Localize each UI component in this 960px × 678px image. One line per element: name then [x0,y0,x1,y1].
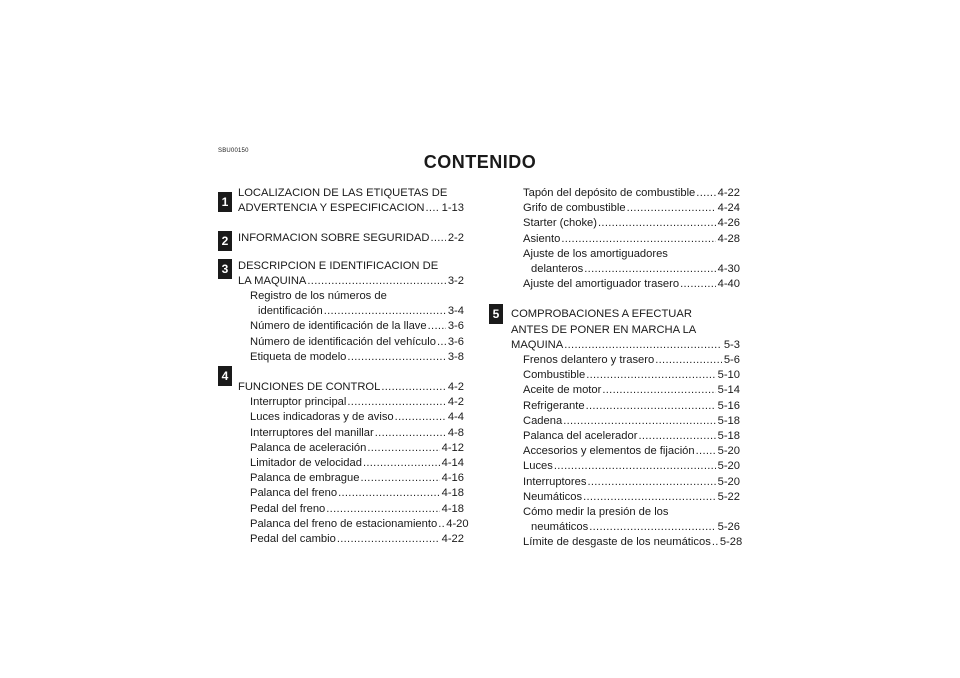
toc-page-number: 4-2 [447,381,464,394]
toc-page-number: 4-18 [441,502,464,515]
toc-leader-dots [696,186,715,201]
toc-page-number: 5-14 [717,384,740,397]
toc-leader-dots [426,201,440,216]
toc-entry-label: Número de identificación del vehículo [250,335,436,348]
toc-subentry[interactable] [511,475,740,490]
toc-page-number: 5-10 [717,369,740,382]
toc-entry-label: Combustible [523,369,586,382]
toc-entry-label: Palanca de aceleración [250,441,367,454]
toc-subentry[interactable] [238,456,464,471]
toc-subentry-line: Ajuste de los amortiguadores [523,247,668,260]
toc-subentry[interactable] [511,520,740,535]
toc-page-number: 5-22 [717,490,740,503]
toc-leader-dots [564,338,722,353]
toc-leader-dots [367,441,439,456]
toc-leader-dots [712,535,718,550]
toc-subentry[interactable] [511,459,740,474]
toc-page-number: 5-28 [719,536,743,549]
toc-leader-dots [347,350,445,365]
toc-subentry[interactable] [511,201,740,216]
toc-page-number: 4-26 [717,217,740,230]
toc-leader-dots [638,429,715,444]
section-badge-3[interactable]: 3 [218,259,232,279]
toc-page-number: 4-22 [441,533,464,546]
toc-subentry[interactable] [238,441,464,456]
toc-subentry[interactable] [511,444,740,459]
toc-leader-dots [324,304,446,319]
toc-subentry[interactable] [238,410,464,425]
toc-leader-dots [561,232,715,247]
section-badge-2[interactable]: 2 [218,231,232,251]
toc-right-column [511,186,743,551]
toc-heading-line: ANTES DE PONER EN MARCHA LA [511,323,697,336]
toc-subentry[interactable] [238,517,469,532]
toc-subentry[interactable] [511,414,740,429]
toc-leader-dots [338,486,440,501]
toc-entry-label: Pedal del cambio [250,533,336,546]
page-title: CONTENIDO [423,152,537,172]
toc-entry-label: LA MAQUINA [238,274,307,287]
toc-page-number: 5-20 [717,475,740,488]
toc-entry-label: Etiqueta de modelo [250,350,347,363]
toc-entry-label: Palanca de embrague [250,472,360,485]
toc-entry-label: Grifo de combustible [523,202,626,215]
toc-subentry[interactable] [238,335,464,350]
toc-page-number: 5-26 [717,521,740,534]
toc-page-number: 4-22 [717,187,740,199]
toc-entry-label: Límite de desgaste de los neumáticos [523,536,711,549]
toc-entry-label: Tapón del depósito de combustible [523,187,696,199]
toc-subentry[interactable] [511,535,743,550]
toc-leader-dots [655,353,722,368]
toc-page-number: 5-18 [717,430,740,443]
toc-leader-dots [598,216,716,231]
toc-entry-label: Frenos delantero y trasero [523,354,655,367]
toc-leader-dots [307,274,445,289]
toc-page-number: 3-6 [447,335,464,348]
toc-subentry[interactable] [511,399,740,414]
toc-leader-dots [381,380,445,395]
toc-subentry[interactable] [511,353,740,368]
toc-entry-label: Luces indicadoras y de aviso [250,411,394,424]
toc-page-number: 5-16 [717,399,740,412]
toc-page-number: 3-8 [447,350,464,363]
toc-entry-label: Palanca del freno [250,487,338,500]
toc-subentry[interactable] [511,368,740,383]
toc-leader-dots [437,335,446,350]
toc-subentry[interactable] [511,429,740,444]
toc-page-number: 3-2 [447,274,464,287]
toc-entry-label: Limitador de velocidad [250,457,362,470]
toc-leader-dots [587,475,715,490]
toc-page-number: 1-13 [441,202,464,215]
toc-page-number: 4-4 [447,411,464,424]
toc-entry-label: Starter (choke) [523,217,597,230]
toc-leader-dots [360,471,439,486]
toc-subentry[interactable] [238,319,464,334]
toc-entry-label: delanteros [531,263,584,276]
toc-page-number: 3-4 [447,305,464,318]
toc-page-number: 4-2 [447,396,464,409]
toc-leader-dots [696,444,716,459]
toc-entry[interactable] [238,201,464,216]
toc-left-column [238,186,469,547]
toc-page-number: 5-6 [723,354,740,367]
toc-section-4 [238,380,469,547]
toc-entry-label: MAQUINA [511,338,564,351]
toc-page-number: 5-20 [717,460,740,473]
toc-page-number: 4-18 [441,487,464,500]
toc-entry-label: Interruptores del manillar [250,426,374,439]
section-badge-1[interactable]: 1 [218,192,232,212]
toc-subentry[interactable] [238,486,464,501]
toc-page-number: 4-16 [441,472,464,485]
toc-entry-label: identificación [258,305,323,318]
toc-entry-label: Interruptores [523,475,587,488]
toc-subentry[interactable] [238,426,464,441]
toc-page-number: 4-12 [441,441,464,454]
toc-heading-line: COMPROBACIONES A EFECTUAR [511,308,692,321]
toc-section-3 [238,259,464,365]
toc-entry-label: Neumáticos [523,490,583,503]
section-badge-5[interactable]: 5 [489,304,503,324]
toc-entry[interactable] [238,231,464,246]
toc-page-number: 5-18 [717,414,740,427]
toc-subentry[interactable] [511,383,740,398]
toc-subentry[interactable] [238,304,464,319]
toc-page-number: 4-20 [446,517,469,530]
toc-entry[interactable] [238,380,464,395]
toc-subentry[interactable] [511,232,740,247]
toc-subentry[interactable] [238,395,464,410]
toc-section-5 [511,307,743,550]
toc-entry-label: Accesorios y elementos de fijación [523,445,695,458]
toc-leader-dots [375,426,446,441]
toc-entry-label: Palanca del freno de estacionamiento [250,517,438,530]
toc-page-number: 3-6 [447,320,464,333]
toc-entry-label: INFORMACION SOBRE SEGURIDAD [238,232,430,245]
toc-subentry[interactable] [238,502,464,517]
toc-leader-dots [586,399,716,414]
toc-page-number: 4-24 [717,202,740,215]
toc-leader-dots [326,502,439,517]
toc-leader-dots [589,520,715,535]
toc-page-number: 4-30 [717,263,740,276]
toc-page-number: 5-20 [717,445,740,458]
toc-subentry[interactable] [511,186,740,201]
toc-entry-label: Aceite de motor [523,384,602,397]
toc-page-number: 2-2 [447,232,464,245]
toc-entry-label: Ajuste del amortiguador trasero [523,278,680,291]
toc-entry-label: Luces [523,460,553,473]
toc-entry-label: ADVERTENCIA Y ESPECIFICACION [238,202,425,215]
toc-entry-label: Asiento [523,232,561,245]
toc-leader-dots [363,456,440,471]
toc-subentry[interactable] [511,216,740,231]
toc-leader-dots [583,490,716,505]
toc-leader-dots [680,277,716,292]
toc-section-1 [238,186,464,216]
toc-page-number: 5-3 [723,338,740,351]
toc-entry-label: neumáticos [531,521,589,534]
toc-entry-label: Interruptor principal [250,396,347,409]
toc-section-2 [238,231,464,246]
toc-leader-dots [428,319,446,334]
toc-page-number: 4-28 [717,232,740,245]
toc-entry-label: Cadena [523,414,563,427]
toc-subentry-line: Registro de los números de [250,290,387,303]
toc-subentry-line: Cómo medir la presión de los [523,506,669,519]
toc-leader-dots [584,262,715,277]
toc-subentry[interactable] [511,490,740,505]
toc-leader-dots [627,201,716,216]
toc-entry-label: FUNCIONES DE CONTROL [238,381,381,394]
toc-leader-dots [586,368,715,383]
toc-leader-dots [337,532,440,547]
toc-leader-dots [438,517,444,532]
toc-section-4-continued [511,186,740,292]
toc-entry-label: Refrigerante [523,399,585,412]
toc-leader-dots [347,395,445,410]
toc-entry-label: Pedal del freno [250,502,326,515]
toc-leader-dots [602,383,715,398]
toc-heading-line: DESCRIPCION E IDENTIFICACION DE [238,259,439,272]
toc-subentry[interactable] [511,277,740,292]
document-code: SBU00150 [218,148,249,154]
toc-leader-dots [430,231,445,246]
toc-leader-dots [554,459,716,474]
section-badge-4[interactable]: 4 [218,366,232,386]
toc-page-number: 4-40 [717,278,740,291]
toc-subentry[interactable] [238,532,464,547]
toc-leader-dots [395,410,446,425]
toc-entry[interactable] [238,274,464,289]
toc-page-number: 4-14 [441,457,464,470]
toc-entry-label: Número de identificación de la llave [250,320,427,333]
toc-subentry[interactable] [511,262,740,277]
toc-page-number: 4-8 [447,426,464,439]
toc-entry-label: Palanca del acelerador [523,430,638,443]
toc-entry[interactable] [511,338,740,353]
toc-heading-line: LOCALIZACION DE LAS ETIQUETAS DE [238,187,448,199]
toc-leader-dots [563,414,715,429]
toc-subentry[interactable] [238,471,464,486]
toc-subentry[interactable] [238,350,464,365]
